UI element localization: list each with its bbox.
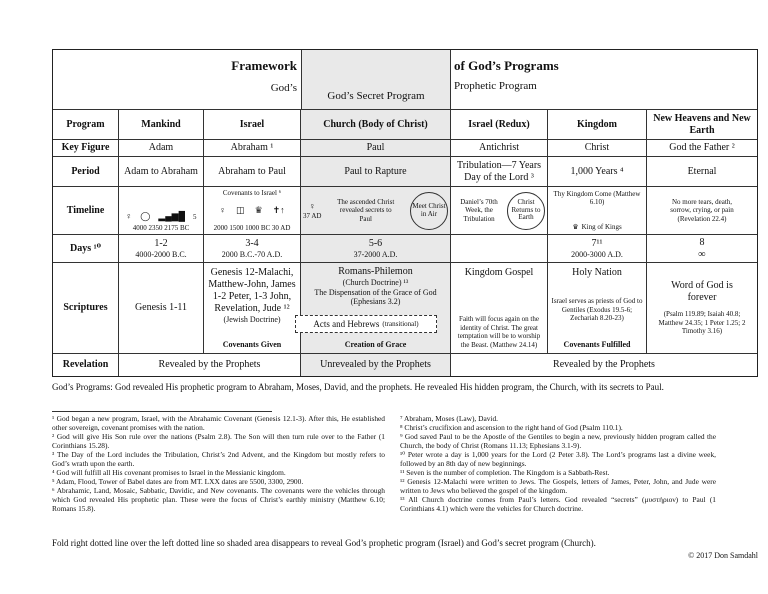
- col-header-kingdom: Kingdom: [548, 110, 647, 140]
- footnote-7: ⁷ Abraham, Moses (Law), David.: [400, 414, 499, 423]
- king-of-kings: King of Kings: [581, 222, 622, 231]
- timeline-church: [301, 187, 451, 235]
- footnote-4: ⁴ God will fulfill all His covenant promises to Israel in the Messianic kingdom.: [52, 468, 286, 478]
- key-figure-redux: Antichrist: [451, 140, 548, 157]
- kingdom-gospel-text: Faith will focus again on the identity of Christ. The great temptation will be to worship the Beast. (Matthew 24.14): [457, 315, 541, 349]
- paul-icon: ♀: [308, 200, 316, 211]
- scriptures-church: [301, 263, 451, 354]
- meet-christ-circle: Meet Christ in Air: [410, 192, 448, 230]
- row-label-period: Period: [53, 157, 119, 187]
- timeline-mankind-dates: 4000 2350 2175 BC: [132, 223, 190, 232]
- timeline-kingdom: [548, 187, 647, 235]
- daniels-70th-week: Daniel’s 70th Week, the Tribulation: [460, 197, 498, 223]
- kingdom-gospel: Kingdom Gospel: [464, 267, 534, 278]
- tablets-icon: ◫: [236, 205, 245, 216]
- timeline-redux: [451, 187, 548, 235]
- footnote-2: ² God will give His Son rule over the nations (Psalm 2.8). The Son will then turn rule over to the Father (1 Corinthians 15.28).: [52, 432, 385, 451]
- timeline-israel-dates: 2000 1500 1000 BC 30 AD: [213, 223, 291, 232]
- days-redux: [451, 235, 548, 263]
- title-right: of God’s Programs: [454, 58, 559, 73]
- creation-of-grace: Creation of Grace: [344, 340, 407, 350]
- revelation-center: Unrevealed by the Prophets: [301, 354, 451, 376]
- days-mankind-range: 4000-2000 B.C.: [135, 249, 187, 259]
- timeline-mankind: [119, 187, 204, 235]
- footnote-5: ⁵ Adam, Flood, Tower of Babel dates are from MT. LXX dates are 5500, 3300, 2900.: [52, 477, 304, 487]
- period-mankind: Adam to Abraham: [119, 157, 204, 187]
- revelation-right: Revealed by the Prophets: [553, 359, 655, 370]
- holy-nation-text: Israel serves as priests of God to Gentiles (Exodus 19.5-6; Zechariah 8.20-23): [551, 297, 643, 322]
- scriptures-new: [647, 263, 757, 354]
- key-figure-kingdom: Christ: [548, 140, 647, 157]
- days-israel: [204, 235, 301, 263]
- days-israel-range: 2000 B.C.-70 A.D.: [221, 249, 283, 259]
- footnotes-left: [52, 414, 385, 513]
- word-of-god-refs: (Psalm 119.89; Isaiah 40.8; Matthew 24.35; 1 Peter 1.25; 2 Timothy 3.16): [658, 310, 746, 336]
- footnote-11: ¹¹ Seven is the number of completion. The Kingdom is a Sabbath-Rest.: [400, 468, 610, 478]
- days-kingdom-num: 7¹¹: [591, 237, 603, 249]
- header-right: [451, 50, 757, 110]
- subtitle-right: Prophetic Program: [454, 79, 537, 92]
- days-church-range: 37-2000 A.D.: [353, 249, 398, 259]
- scriptures-israel-books: Genesis 12-Malachi, Matthew-John, James 1-2 Peter, 1-3 John, Revelation, Jude ¹²: [208, 267, 296, 314]
- row-label-scriptures: Scriptures: [53, 263, 119, 354]
- row-label-days: Days ¹⁰: [53, 235, 119, 263]
- footnote-10: ¹⁰ Peter wrote a day is 1,000 years for the Lord (2 Peter 3.8). The Lord’s programs last a divine week, followed by an 8th day of new beginnings.: [400, 450, 716, 469]
- framework-table: [52, 49, 758, 377]
- footnote-13: ¹³ All Church doctrine comes from Paul’s letters. God revealed “secrets” (μυστήριον) to Paul (1 Corinthians 4.1) which were the vehicles for Church doctrine.: [400, 495, 716, 514]
- col-header-israel: Israel: [204, 110, 301, 140]
- footnote-9: ⁹ God saved Paul to be the Apostle of the Gentiles to begin a new, previously hidden program called the Church, the body of Christ (Romans 11.13; Ephesians 3.1-9).: [400, 432, 716, 451]
- cross-icon: ✝↑: [272, 205, 285, 216]
- period-israel: Abraham to Paul: [204, 157, 301, 187]
- title-left: Framework: [231, 58, 297, 73]
- fold-note: Fold right dotted line over the left dotted line so shaded area disappears to reveal God’s prophetic program (Israel) and God’s secret program (Church).: [52, 538, 596, 548]
- footnote-divider: [52, 411, 272, 412]
- dispensation-text: The Dispensation of the Grace of God (Ephesians 3.2): [314, 287, 437, 307]
- covenants-given: Covenants Given: [222, 340, 282, 350]
- footnote-1: ¹ God began a new program, Israel, with the Abrahamic Covenant (Genesis 12.1-3). After this, He established other sovereign, covenant promises with the nation.: [52, 414, 385, 433]
- romans-philemon: Romans-Philemon: [338, 266, 413, 277]
- footnote-12: ¹² Genesis 12-Malachi were written to Jews. The Gospels, letters of James, Peter, John, and Jude were written to Jews who believed the gospel of the kingdom.: [400, 477, 716, 496]
- scriptures-redux: [451, 263, 548, 354]
- subtitle-left: God’s: [270, 81, 297, 94]
- period-new: Eternal: [647, 157, 757, 187]
- king-crown-icon: ♛: [572, 222, 579, 231]
- days-new-num: 8: [699, 236, 705, 248]
- key-figure-church: Paul: [301, 140, 451, 157]
- period-kingdom: 1,000 Years ⁴: [548, 157, 647, 187]
- abraham-icon: ♀: [219, 205, 227, 216]
- footnote-8: ⁸ Christ’s crucifixion and ascension to the right hand of God (Psalm 110.1).: [400, 423, 623, 433]
- scriptures-israel: [204, 263, 301, 354]
- days-new: [647, 235, 757, 263]
- scriptures-kingdom: [548, 263, 647, 354]
- word-of-god: Word of God is forever: [671, 280, 733, 304]
- col-header-new-heavens: New Heavens and New Earth: [647, 110, 757, 140]
- days-church-num: 5-6: [368, 237, 383, 249]
- days-new-range: ∞: [698, 248, 706, 260]
- holy-nation: Holy Nation: [572, 267, 622, 278]
- key-figure-new: God the Father ²: [647, 140, 757, 157]
- adam-icon: ♀: [125, 210, 133, 221]
- israel-icons: [219, 205, 284, 216]
- col-header-program: Program: [53, 110, 119, 140]
- crown-icon: ♛: [254, 205, 263, 216]
- col-header-church: Church (Body of Christ): [301, 110, 451, 140]
- days-israel-num: 3-4: [245, 237, 259, 249]
- transitional: (transitional): [382, 320, 419, 328]
- church-doctrine: (Church Doctrine) ¹³: [342, 278, 409, 287]
- covenants-fulfilled: Covenants Fulfilled: [563, 340, 631, 350]
- col-header-mankind: Mankind: [119, 110, 204, 140]
- row-label-key-figure: Key Figure: [53, 140, 119, 157]
- christ-returns-circle: Christ Returns to Earth: [507, 192, 545, 230]
- acts-hebrews: Acts and Hebrews: [313, 319, 380, 329]
- days-mankind: [119, 235, 204, 263]
- covenants-to-israel: Covenants to Israel ⁶: [222, 189, 282, 197]
- timeline-israel: [204, 187, 301, 235]
- revelation-left: Revealed by the Prophets: [119, 354, 301, 376]
- days-kingdom-range: 2000-3000 A.D.: [571, 249, 623, 259]
- col-header-israel-redux: Israel (Redux): [451, 110, 548, 140]
- header-center: [301, 50, 451, 110]
- copyright: © 2017 Don Samdahl: [688, 551, 758, 560]
- acts-hebrews-box: [295, 315, 437, 333]
- tower-icon: ▂▄▆█: [158, 210, 185, 221]
- church-revealed-text: The ascended Christ revealed secrets to Paul: [337, 197, 395, 223]
- period-redux: Tribulation—7 Years Day of the Lord ³: [451, 157, 548, 187]
- header-left: [53, 50, 301, 110]
- key-figure-mankind: Adam: [119, 140, 204, 157]
- key-figure-israel: Abraham ¹: [204, 140, 301, 157]
- footnotes-right: [400, 414, 716, 513]
- subtitle-center: God’s Secret Program: [327, 89, 425, 102]
- flood-icon: ◯: [140, 210, 151, 221]
- row-label-revelation: Revelation: [53, 354, 119, 376]
- days-mankind-num: 1-2: [154, 237, 168, 249]
- footnote-3: ³ The Day of the Lord includes the Tribulation, Christ’s 2nd Advent, and the Kingdom but mostly refers to God’s wrath upon the earth.: [52, 450, 385, 469]
- period-church: Paul to Rapture: [301, 157, 451, 187]
- jewish-doctrine: (Jewish Doctrine): [223, 315, 281, 324]
- footnote-6: ⁶ Abrahamic, Land, Mosaic, Sabbatic, Davidic, and New covenants. The covenants were the vehicles through which God revealed His prophetic plan. These were the focus of Christ’s earthly ministry (Matthew 6.10; Romans 15.8).: [52, 486, 385, 514]
- footnote-ref-5: 5: [192, 213, 197, 222]
- church-date: 37 AD: [303, 211, 322, 220]
- days-church: [301, 235, 451, 263]
- summary-text: God’s Programs: God revealed His prophetic program to Abraham, Moses, David, and the prophets. He revealed His hidden program, the Church, with its secrets to Paul.: [52, 382, 664, 392]
- timeline-new: No more tears, death, sorrow, crying, or pain (Revelation 22.4): [647, 187, 757, 235]
- scriptures-mankind: Genesis 1-11: [119, 263, 204, 354]
- days-kingdom: [548, 235, 647, 263]
- row-label-timeline: Timeline: [53, 187, 119, 235]
- thy-kingdom-come: Thy Kingdom Come (Matthew 6.10): [553, 190, 641, 207]
